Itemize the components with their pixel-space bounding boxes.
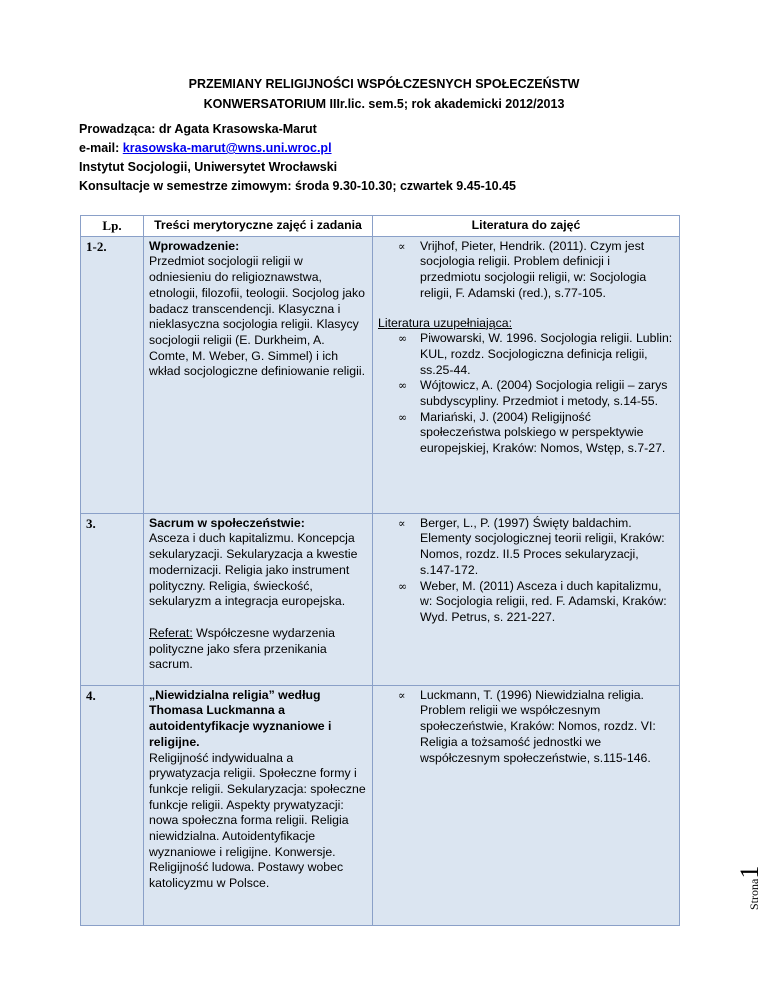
- page-number: 1: [735, 865, 764, 879]
- referat-text: Współczesne wydarzenia polityczne jako sfera przenikania sacrum.: [149, 625, 335, 672]
- lecturer-line: Prowadząca: dr Agata Krasowska-Marut: [79, 122, 317, 136]
- infinity-bullet-icon: ∞: [398, 579, 408, 593]
- referat-label: Referat:: [149, 625, 193, 640]
- list-item: [378, 331, 674, 378]
- list-item: [378, 579, 674, 626]
- reference-text: Piwowarski, W. 1996. Socjologia religii. Lublin: KUL, rozdz. Socjologiczna definicja religii, ss.25-44.: [420, 331, 673, 377]
- table-row: [81, 513, 680, 685]
- infinity-bullet-icon: ∞: [398, 410, 408, 424]
- row-number: 3.: [81, 513, 144, 685]
- row-number: 1-2.: [81, 236, 144, 513]
- infinity-bullet-icon: ∞: [398, 332, 408, 346]
- page-label: Strona: [747, 878, 761, 910]
- topic-title: Sacrum w społeczeństwie:: [149, 515, 305, 530]
- list-item: [378, 516, 674, 579]
- page-number-rotated: [735, 866, 765, 910]
- reference-list: [378, 516, 674, 626]
- literature-cell: [373, 685, 680, 925]
- list-item: [378, 378, 674, 409]
- topic-text: Religijność indywidualna a prywatyzacja religii. Społeczne formy i funkcje religii. Sekularyzacja: społeczne funkcje religii. Aspekty prywatyzacji: nowa społeczna forma religii. Religia niewidzialna. Autoidentyfikacje wyznaniowe i religijne. Konwersje. Religijność ludowa. Postawy wobec katolicyzmu w Polsce.: [149, 750, 366, 891]
- column-header-topics: Treści merytoryczne zajęć i zadania: [144, 216, 373, 237]
- referat-note: [149, 626, 367, 673]
- reference-list: [378, 688, 674, 767]
- supplementary-literature-label: Literatura uzupełniająca:: [378, 315, 512, 330]
- topic-cell: [144, 513, 373, 685]
- proportional-bullet-icon: ∝: [398, 516, 406, 530]
- topic-title: Wprowadzenie:: [149, 238, 240, 253]
- email-line: [79, 139, 332, 158]
- table-header-row: [81, 216, 680, 237]
- consultations-line: Konsultacje w semestrze zimowym: środa 9.30-10.30; czwartek 9.45-10.45: [79, 179, 517, 193]
- reference-text: Wójtowicz, A. (2004) Socjologia religii – zarys subdyscypliny. Przedmiot i metody, s.14-55.: [420, 378, 668, 409]
- reference-text: Vrijhof, Pieter, Hendrik. (2011). Czym jest socjologia religii. Problem definicji i przedmiotu socjologii religii, w: Socjologia religii, F. Adamski (red.), s.77-105.: [420, 238, 647, 300]
- reference-text: Berger, L., P. (1997) Święty baldachim. Elementy socjologicznej teorii religii, Kraków: Nomos, rozdz. II.5 Proces sekularyzacji, s.147-172.: [420, 515, 665, 577]
- table-row: [81, 236, 680, 513]
- reference-text: Luckmann, T. (1996) Niewidzialna religia. Problem religii we współczesnym społeczeństwie, Kraków: Nomos, rozdz. VI: Religia a tożsamość jednostki we współczesnym społeczeństwie, s.115-146.: [420, 687, 656, 765]
- reference-text: Mariański, J. (2004) Religijność społeczeństwa polskiego w perspektywie europejskiej, Kraków: Nomos, Wstęp, s.7-27.: [420, 409, 666, 456]
- document-title: PRZEMIANY RELIGIJNOŚCI WSPÓŁCZESNYCH SPOŁECZEŃSTW: [188, 77, 580, 91]
- topic-text: Przedmiot socjologii religii w odniesieniu do religioznawstwa, etnologii, filozofii, teologii. Socjolog jako badacz transcendencji. Klasyczna i nieklasyczna socjologia religii. Klasycy socjologii religii (E. Durkheim, A. Comte, M. Weber, G. Simmel) i ich wkład socjologiczne definiowanie religii.: [149, 254, 366, 379]
- topic-cell: [144, 685, 373, 925]
- page-footer: [713, 830, 764, 910]
- email-label: e-mail:: [79, 141, 123, 155]
- row-number: 4.: [81, 685, 144, 925]
- reference-list: [378, 239, 674, 302]
- institute-line: Instytut Socjologii, Uniwersytet Wrocławski: [79, 160, 338, 174]
- column-header-literature: Literatura do zajęć: [373, 216, 680, 237]
- proportional-bullet-icon: ∝: [398, 239, 406, 253]
- table-row: [81, 685, 680, 925]
- reference-text: Weber, M. (2011) Asceza i duch kapitalizmu, w: Socjologia religii, red. F. Adamski, Kraków: Wyd. Petrus, s. 221-227.: [420, 578, 667, 624]
- syllabus-table: [80, 215, 680, 926]
- supplementary-reference-list: [378, 331, 674, 457]
- literature-cell: [373, 236, 680, 513]
- literature-cell: [373, 513, 680, 685]
- list-item: [378, 239, 674, 302]
- list-item: [378, 688, 674, 767]
- column-header-lp: Lp.: [81, 216, 144, 237]
- topic-cell: [144, 236, 373, 513]
- infinity-bullet-icon: ∞: [398, 379, 408, 393]
- list-item: [378, 410, 674, 457]
- proportional-bullet-icon: ∝: [398, 688, 406, 702]
- topic-title: „Niewidzialna religia” według Thomasa Luckmanna a autoidentyfikacje wyznaniowe i religijne.: [149, 687, 332, 749]
- document-subtitle: KONWERSATORIUM IIIr.lic. sem.5; rok akademicki 2012/2013: [203, 97, 565, 111]
- email-link[interactable]: krasowska-marut@wns.uni.wroc.pl: [122, 141, 332, 155]
- topic-text: Asceza i duch kapitalizmu. Koncepcja sekularyzacji. Sekularyzacja a kwestie modernizacji. Religia jako instrument polityczny. Religia, świeckość, sekularyzm a integracja europejska.: [149, 531, 358, 609]
